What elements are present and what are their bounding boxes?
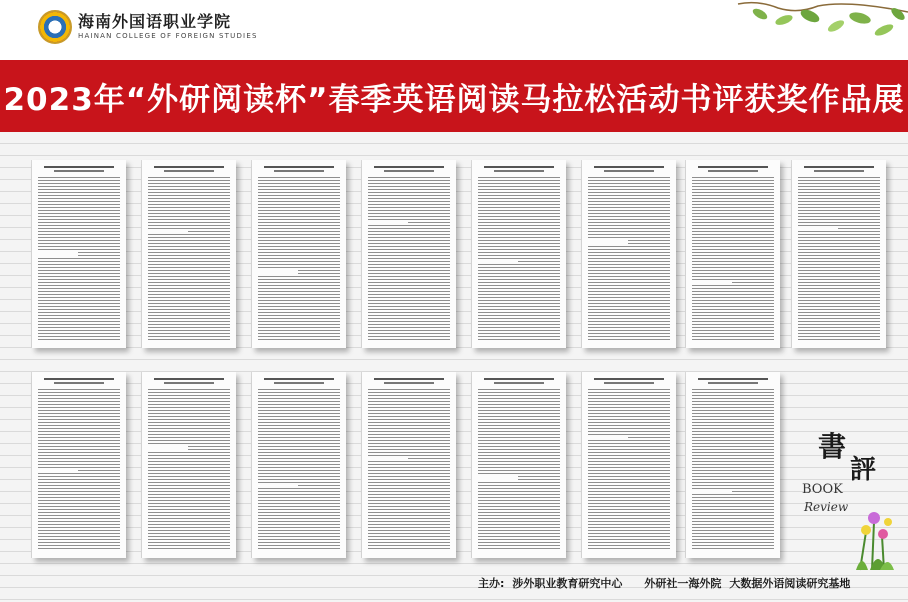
host-3: 大数据外语阅读研究基地 xyxy=(729,577,851,590)
review-panel xyxy=(142,160,236,348)
review-panel xyxy=(252,372,346,558)
college-logo xyxy=(38,10,258,44)
leaf-decoration-icon xyxy=(718,0,908,50)
review-panel xyxy=(472,372,566,558)
review-panel xyxy=(686,372,780,558)
book-review-logo xyxy=(796,432,896,572)
review-cn-1: 書 xyxy=(818,430,847,463)
host-2: 外研社一海外院 xyxy=(644,577,722,590)
review-panel xyxy=(582,160,676,348)
flower-icon xyxy=(852,492,896,572)
review-panel xyxy=(32,160,126,348)
review-panel xyxy=(362,372,456,558)
college-emblem-icon xyxy=(38,10,72,44)
review-panel xyxy=(792,160,886,348)
review-panel xyxy=(32,372,126,558)
review-panel xyxy=(686,160,780,348)
footer-hosts xyxy=(478,575,858,591)
host-1: 涉外职业教育研究中心 xyxy=(512,577,623,590)
review-panel xyxy=(142,372,236,558)
review-en-1: BOOK xyxy=(802,482,843,497)
review-panel xyxy=(582,372,676,558)
review-en-2: Review xyxy=(804,500,849,514)
logo-en: HAINAN COLLEGE OF FOREIGN STUDIES xyxy=(78,32,258,40)
title-banner xyxy=(0,60,908,132)
review-panel xyxy=(362,160,456,348)
logo-cn: 海南外国语职业学院 xyxy=(78,12,232,31)
review-panel xyxy=(472,160,566,348)
review-panel xyxy=(252,160,346,348)
exhibition-title: 2023年“外研阅读杯”春季英语阅读马拉松活动书评获奖作品展 xyxy=(3,81,905,118)
review-cn-2: 評 xyxy=(850,455,877,485)
logo-text xyxy=(78,13,258,41)
host-label: 主办: xyxy=(478,577,505,590)
